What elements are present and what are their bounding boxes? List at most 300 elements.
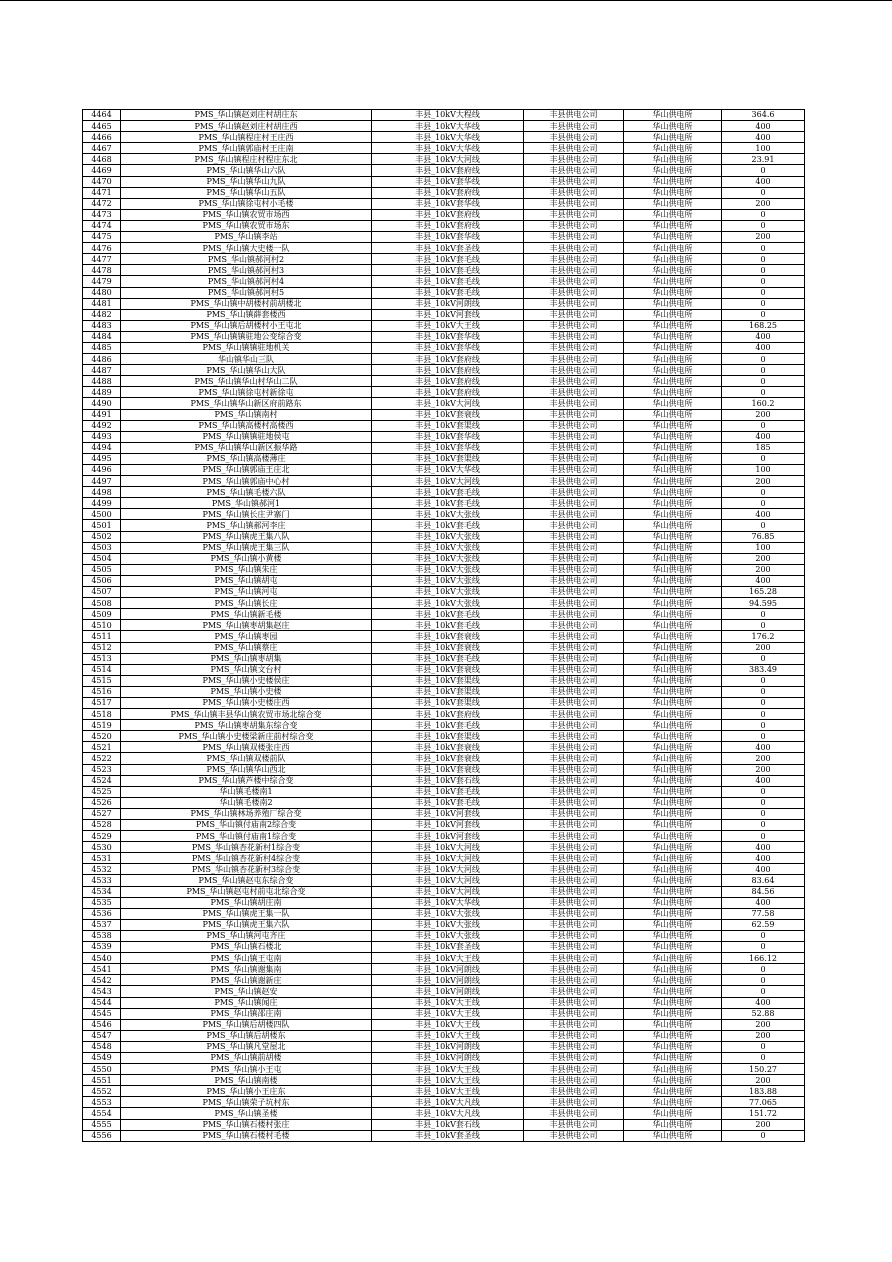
office-cell: 华山供电所 bbox=[624, 1041, 722, 1052]
station-name-cell: PMS_华山镇薛套楼西 bbox=[121, 309, 372, 320]
company-cell: 丰县供电公司 bbox=[524, 1075, 624, 1086]
station-name-cell: PMS_华山镇高楼村高楼西 bbox=[121, 420, 372, 431]
company-cell: 丰县供电公司 bbox=[524, 964, 624, 975]
capacity-cell: 0 bbox=[722, 975, 805, 986]
office-cell: 华山供电所 bbox=[624, 498, 722, 509]
station-name-cell: PMS_华山镇河屯齐庄 bbox=[121, 930, 372, 941]
line-name-cell: 丰县_10kV大华线 bbox=[372, 143, 524, 154]
row-number-cell: 4484 bbox=[83, 331, 121, 342]
table-row bbox=[83, 154, 805, 165]
company-cell: 丰县供电公司 bbox=[524, 742, 624, 753]
station-name-cell: PMS_华山镇华山大队 bbox=[121, 365, 372, 376]
line-name-cell: 丰县_10kV大华线 bbox=[372, 897, 524, 908]
office-cell: 华山供电所 bbox=[624, 176, 722, 187]
capacity-cell: 200 bbox=[722, 564, 805, 575]
row-number-cell: 4471 bbox=[83, 187, 121, 198]
row-number-cell: 4485 bbox=[83, 342, 121, 353]
table-row bbox=[83, 1008, 805, 1019]
station-name-cell: PMS_华山镇农贸市场西 bbox=[121, 209, 372, 220]
office-cell: 华山供电所 bbox=[624, 731, 722, 742]
capacity-cell: 200 bbox=[722, 1075, 805, 1086]
row-number-cell: 4514 bbox=[83, 664, 121, 675]
row-number-cell: 4542 bbox=[83, 975, 121, 986]
line-name-cell: 丰县_10kV套华线 bbox=[372, 232, 524, 243]
line-name-cell: 丰县_10kV大张线 bbox=[372, 930, 524, 941]
row-number-cell: 4496 bbox=[83, 465, 121, 476]
office-cell: 华山供电所 bbox=[624, 897, 722, 908]
table-row bbox=[83, 853, 805, 864]
table-row bbox=[83, 209, 805, 220]
table-row bbox=[83, 165, 805, 176]
capacity-cell: 0 bbox=[722, 309, 805, 320]
station-name-cell: PMS_华山镇华山九队 bbox=[121, 176, 372, 187]
line-name-cell: 丰县_10kV套毛线 bbox=[372, 487, 524, 498]
line-name-cell: 丰县_10kV大张线 bbox=[372, 531, 524, 542]
capacity-cell: 0 bbox=[722, 986, 805, 997]
table-row bbox=[83, 176, 805, 187]
company-cell: 丰县供电公司 bbox=[524, 553, 624, 564]
company-cell: 丰县供电公司 bbox=[524, 587, 624, 598]
capacity-cell: 183.88 bbox=[722, 1086, 805, 1097]
line-name-cell: 丰县_10kV大张线 bbox=[372, 542, 524, 553]
capacity-cell: 200 bbox=[722, 1030, 805, 1041]
station-name-cell: PMS_华山镇芦楼中综合变 bbox=[121, 775, 372, 786]
office-cell: 华山供电所 bbox=[624, 775, 722, 786]
station-name-cell: PMS_华山镇石楼北 bbox=[121, 942, 372, 953]
capacity-cell: 200 bbox=[722, 553, 805, 564]
table-row bbox=[83, 942, 805, 953]
row-number-cell: 4487 bbox=[83, 365, 121, 376]
row-number-cell: 4504 bbox=[83, 553, 121, 564]
office-cell: 华山供电所 bbox=[624, 220, 722, 231]
table-row bbox=[83, 953, 805, 964]
company-cell: 丰县供电公司 bbox=[524, 1119, 624, 1130]
office-cell: 华山供电所 bbox=[624, 309, 722, 320]
table-row bbox=[83, 631, 805, 642]
table-row bbox=[83, 642, 805, 653]
office-cell: 华山供电所 bbox=[624, 919, 722, 930]
row-number-cell: 4508 bbox=[83, 598, 121, 609]
station-name-cell: PMS_华山镇双楼前队 bbox=[121, 753, 372, 764]
office-cell: 华山供电所 bbox=[624, 997, 722, 1008]
row-number-cell: 4464 bbox=[83, 110, 121, 121]
station-name-cell: PMS_华山镇南楼 bbox=[121, 1075, 372, 1086]
company-cell: 丰县供电公司 bbox=[524, 365, 624, 376]
capacity-cell: 100 bbox=[722, 143, 805, 154]
capacity-cell: 77.58 bbox=[722, 908, 805, 919]
office-cell: 华山供电所 bbox=[624, 709, 722, 720]
office-cell: 华山供电所 bbox=[624, 686, 722, 697]
line-name-cell: 丰县_10kV大王线 bbox=[372, 320, 524, 331]
row-number-cell: 4513 bbox=[83, 653, 121, 664]
table-row bbox=[83, 354, 805, 365]
row-number-cell: 4516 bbox=[83, 686, 121, 697]
line-name-cell: 丰县_10kV大张线 bbox=[372, 908, 524, 919]
office-cell: 华山供电所 bbox=[624, 553, 722, 564]
row-number-cell: 4493 bbox=[83, 431, 121, 442]
station-name-cell: PMS_华山镇华山五队 bbox=[121, 187, 372, 198]
station-name-cell: PMS_华山镇蔡庄 bbox=[121, 642, 372, 653]
office-cell: 华山供电所 bbox=[624, 1086, 722, 1097]
station-name-cell: PMS_华山镇后胡楼东 bbox=[121, 1030, 372, 1041]
company-cell: 丰县供电公司 bbox=[524, 198, 624, 209]
office-cell: 华山供电所 bbox=[624, 598, 722, 609]
row-number-cell: 4556 bbox=[83, 1130, 121, 1141]
company-cell: 丰县供电公司 bbox=[524, 919, 624, 930]
company-cell: 丰县供电公司 bbox=[524, 176, 624, 187]
row-number-cell: 4535 bbox=[83, 897, 121, 908]
station-name-cell: 华山镇华山三队 bbox=[121, 354, 372, 365]
station-name-cell: PMS_华山镇华山西北 bbox=[121, 764, 372, 775]
row-number-cell: 4524 bbox=[83, 775, 121, 786]
capacity-cell: 83.64 bbox=[722, 875, 805, 886]
station-name-cell: PMS_华山镇枣胡集赵庄 bbox=[121, 620, 372, 631]
company-cell: 丰县供电公司 bbox=[524, 953, 624, 964]
office-cell: 华山供电所 bbox=[624, 265, 722, 276]
office-cell: 华山供电所 bbox=[624, 908, 722, 919]
station-name-cell: PMS_华山镇石楼村毛楼 bbox=[121, 1130, 372, 1141]
capacity-cell: 94.595 bbox=[722, 598, 805, 609]
station-name-cell: PMS_华山镇郝河1 bbox=[121, 498, 372, 509]
office-cell: 华山供电所 bbox=[624, 232, 722, 243]
line-name-cell: 丰县_10kV套毛线 bbox=[372, 276, 524, 287]
row-number-cell: 4491 bbox=[83, 409, 121, 420]
company-cell: 丰县供电公司 bbox=[524, 1086, 624, 1097]
company-cell: 丰县供电公司 bbox=[524, 797, 624, 808]
row-number-cell: 4499 bbox=[83, 498, 121, 509]
capacity-cell: 400 bbox=[722, 897, 805, 908]
office-cell: 华山供电所 bbox=[624, 187, 722, 198]
station-name-cell: PMS_华山镇石楼村张庄 bbox=[121, 1119, 372, 1130]
capacity-cell: 200 bbox=[722, 476, 805, 487]
company-cell: 丰县供电公司 bbox=[524, 110, 624, 121]
row-number-cell: 4509 bbox=[83, 609, 121, 620]
station-name-cell: PMS_华山镇毛楼六队 bbox=[121, 487, 372, 498]
line-name-cell: 丰县_10kV大凡线 bbox=[372, 1108, 524, 1119]
capacity-cell: 0 bbox=[722, 930, 805, 941]
row-number-cell: 4540 bbox=[83, 953, 121, 964]
capacity-cell: 0 bbox=[722, 265, 805, 276]
capacity-cell: 200 bbox=[722, 409, 805, 420]
line-name-cell: 丰县_10kV套府线 bbox=[372, 387, 524, 398]
capacity-cell: 400 bbox=[722, 331, 805, 342]
table-row bbox=[83, 1130, 805, 1141]
capacity-cell: 400 bbox=[722, 864, 805, 875]
office-cell: 华山供电所 bbox=[624, 1130, 722, 1141]
line-name-cell: 丰县_10kV套府线 bbox=[372, 187, 524, 198]
capacity-cell: 200 bbox=[722, 764, 805, 775]
station-name-cell: PMS_华山镇虎王集一队 bbox=[121, 908, 372, 919]
station-name-cell: PMS_华山镇小黄楼 bbox=[121, 553, 372, 564]
row-number-cell: 4506 bbox=[83, 575, 121, 586]
company-cell: 丰县供电公司 bbox=[524, 753, 624, 764]
line-name-cell: 丰县_10kV大张线 bbox=[372, 509, 524, 520]
row-number-cell: 4501 bbox=[83, 520, 121, 531]
company-cell: 丰县供电公司 bbox=[524, 476, 624, 487]
line-name-cell: 丰县_10kV套毛线 bbox=[372, 653, 524, 664]
station-name-cell: PMS_华山镇郭庙村王庄南 bbox=[121, 143, 372, 154]
office-cell: 华山供电所 bbox=[624, 531, 722, 542]
table-row bbox=[83, 398, 805, 409]
company-cell: 丰县供电公司 bbox=[524, 298, 624, 309]
table-row bbox=[83, 342, 805, 353]
line-name-cell: 丰县_10kV大张线 bbox=[372, 587, 524, 598]
station-name-cell: PMS_华山镇南村 bbox=[121, 409, 372, 420]
capacity-cell: 0 bbox=[722, 653, 805, 664]
office-cell: 华山供电所 bbox=[624, 431, 722, 442]
station-name-cell: PMS_华山镇郝河李庄 bbox=[121, 520, 372, 531]
row-number-cell: 4533 bbox=[83, 875, 121, 886]
station-name-cell: PMS_华山镇虎王集八队 bbox=[121, 531, 372, 542]
station-name-cell: PMS_华山镇赵屯东综合变 bbox=[121, 875, 372, 886]
company-cell: 丰县供电公司 bbox=[524, 520, 624, 531]
station-name-cell: PMS_华山镇河屯 bbox=[121, 587, 372, 598]
line-name-cell: 丰县_10kV套府线 bbox=[372, 220, 524, 231]
office-cell: 华山供电所 bbox=[624, 398, 722, 409]
capacity-cell: 0 bbox=[722, 165, 805, 176]
office-cell: 华山供电所 bbox=[624, 254, 722, 265]
table-row bbox=[83, 875, 805, 886]
company-cell: 丰县供电公司 bbox=[524, 631, 624, 642]
station-name-cell: PMS_华山镇镇驻地公变综合变 bbox=[121, 331, 372, 342]
office-cell: 华山供电所 bbox=[624, 886, 722, 897]
table-row bbox=[83, 198, 805, 209]
table-row bbox=[83, 531, 805, 542]
office-cell: 华山供电所 bbox=[624, 520, 722, 531]
table-row bbox=[83, 1086, 805, 1097]
row-number-cell: 4552 bbox=[83, 1086, 121, 1097]
office-cell: 华山供电所 bbox=[624, 986, 722, 997]
capacity-cell: 400 bbox=[722, 853, 805, 864]
row-number-cell: 4478 bbox=[83, 265, 121, 276]
station-name-cell: PMS_华山镇中胡楼村前胡楼北 bbox=[121, 298, 372, 309]
office-cell: 华山供电所 bbox=[624, 198, 722, 209]
office-cell: 华山供电所 bbox=[624, 942, 722, 953]
table-row bbox=[83, 664, 805, 675]
office-cell: 华山供电所 bbox=[624, 420, 722, 431]
line-name-cell: 丰县_10kV大凡线 bbox=[372, 1097, 524, 1108]
row-number-cell: 4554 bbox=[83, 1108, 121, 1119]
row-number-cell: 4517 bbox=[83, 697, 121, 708]
line-name-cell: 丰县_10kV大河线 bbox=[372, 875, 524, 886]
company-cell: 丰县供电公司 bbox=[524, 930, 624, 941]
company-cell: 丰县供电公司 bbox=[524, 709, 624, 720]
table-row bbox=[83, 431, 805, 442]
office-cell: 华山供电所 bbox=[624, 121, 722, 132]
company-cell: 丰县供电公司 bbox=[524, 420, 624, 431]
capacity-cell: 200 bbox=[722, 1119, 805, 1130]
table-row bbox=[83, 598, 805, 609]
row-number-cell: 4483 bbox=[83, 320, 121, 331]
office-cell: 华山供电所 bbox=[624, 320, 722, 331]
company-cell: 丰县供电公司 bbox=[524, 409, 624, 420]
office-cell: 华山供电所 bbox=[624, 764, 722, 775]
row-number-cell: 4541 bbox=[83, 964, 121, 975]
capacity-cell: 77.065 bbox=[722, 1097, 805, 1108]
table-row bbox=[83, 1030, 805, 1041]
company-cell: 丰县供电公司 bbox=[524, 609, 624, 620]
line-name-cell: 丰县_10kV河朗线 bbox=[372, 298, 524, 309]
capacity-cell: 150.27 bbox=[722, 1064, 805, 1075]
station-name-cell: PMS_华山镇程庄村王庄西 bbox=[121, 132, 372, 143]
company-cell: 丰县供电公司 bbox=[524, 886, 624, 897]
line-name-cell: 丰县_10kV大王线 bbox=[372, 1019, 524, 1030]
capacity-cell: 0 bbox=[722, 720, 805, 731]
office-cell: 华山供电所 bbox=[624, 1030, 722, 1041]
capacity-cell: 0 bbox=[722, 709, 805, 720]
office-cell: 华山供电所 bbox=[624, 409, 722, 420]
capacity-cell: 400 bbox=[722, 997, 805, 1008]
station-name-cell: 华山镇毛楼南1 bbox=[121, 786, 372, 797]
office-cell: 华山供电所 bbox=[624, 930, 722, 941]
capacity-cell: 0 bbox=[722, 254, 805, 265]
line-name-cell: 丰县_10kV河套线 bbox=[372, 820, 524, 831]
row-number-cell: 4494 bbox=[83, 442, 121, 453]
capacity-cell: 0 bbox=[722, 731, 805, 742]
table-row bbox=[83, 864, 805, 875]
company-cell: 丰县供电公司 bbox=[524, 265, 624, 276]
row-number-cell: 4546 bbox=[83, 1019, 121, 1030]
capacity-cell: 0 bbox=[722, 298, 805, 309]
line-name-cell: 丰县_10kV大王线 bbox=[372, 1075, 524, 1086]
company-cell: 丰县供电公司 bbox=[524, 243, 624, 254]
office-cell: 华山供电所 bbox=[624, 465, 722, 476]
company-cell: 丰县供电公司 bbox=[524, 465, 624, 476]
office-cell: 华山供电所 bbox=[624, 697, 722, 708]
table-row bbox=[83, 886, 805, 897]
line-name-cell: 丰县_10kV套毛线 bbox=[372, 498, 524, 509]
office-cell: 华山供电所 bbox=[624, 1075, 722, 1086]
table-row bbox=[83, 564, 805, 575]
company-cell: 丰县供电公司 bbox=[524, 697, 624, 708]
line-name-cell: 丰县_10kV大王线 bbox=[372, 1030, 524, 1041]
station-name-cell: PMS_华山镇杏花新村1综合变 bbox=[121, 842, 372, 853]
table-row bbox=[83, 376, 805, 387]
company-cell: 丰县供电公司 bbox=[524, 187, 624, 198]
table-row bbox=[83, 1052, 805, 1063]
capacity-cell: 400 bbox=[722, 132, 805, 143]
table-row bbox=[83, 930, 805, 941]
line-name-cell: 丰县_10kV大河线 bbox=[372, 476, 524, 487]
table-row bbox=[83, 653, 805, 664]
table-row bbox=[83, 1064, 805, 1075]
company-cell: 丰县供电公司 bbox=[524, 431, 624, 442]
station-name-cell: PMS_华山镇胡屯 bbox=[121, 575, 372, 586]
station-name-cell: PMS_华山镇谢新庄 bbox=[121, 975, 372, 986]
company-cell: 丰县供电公司 bbox=[524, 309, 624, 320]
line-name-cell: 丰县_10kV大河线 bbox=[372, 154, 524, 165]
company-cell: 丰县供电公司 bbox=[524, 276, 624, 287]
table-row bbox=[83, 1019, 805, 1030]
company-cell: 丰县供电公司 bbox=[524, 897, 624, 908]
capacity-cell: 400 bbox=[722, 431, 805, 442]
table-row bbox=[83, 742, 805, 753]
line-name-cell: 丰县_10kV大河线 bbox=[372, 864, 524, 875]
row-number-cell: 4551 bbox=[83, 1075, 121, 1086]
office-cell: 华山供电所 bbox=[624, 331, 722, 342]
line-name-cell: 丰县_10kV大张线 bbox=[372, 564, 524, 575]
office-cell: 华山供电所 bbox=[624, 642, 722, 653]
line-name-cell: 丰县_10kV河套线 bbox=[372, 831, 524, 842]
company-cell: 丰县供电公司 bbox=[524, 209, 624, 220]
row-number-cell: 4477 bbox=[83, 254, 121, 265]
row-number-cell: 4482 bbox=[83, 309, 121, 320]
table-row bbox=[83, 465, 805, 476]
office-cell: 华山供电所 bbox=[624, 487, 722, 498]
company-cell: 丰县供电公司 bbox=[524, 1064, 624, 1075]
capacity-cell: 0 bbox=[722, 365, 805, 376]
company-cell: 丰县供电公司 bbox=[524, 842, 624, 853]
capacity-cell: 84.56 bbox=[722, 886, 805, 897]
table-row bbox=[83, 575, 805, 586]
company-cell: 丰县供电公司 bbox=[524, 1052, 624, 1063]
office-cell: 华山供电所 bbox=[624, 387, 722, 398]
line-name-cell: 丰县_10kV大华线 bbox=[372, 465, 524, 476]
row-number-cell: 4545 bbox=[83, 1008, 121, 1019]
line-name-cell: 丰县_10kV套毛线 bbox=[372, 520, 524, 531]
table-row bbox=[83, 420, 805, 431]
capacity-cell: 400 bbox=[722, 509, 805, 520]
row-number-cell: 4523 bbox=[83, 764, 121, 775]
station-name-cell: PMS_华山镇枣胡集东综合变 bbox=[121, 720, 372, 731]
line-name-cell: 丰县_10kV大河线 bbox=[372, 853, 524, 864]
office-cell: 华山供电所 bbox=[624, 442, 722, 453]
line-name-cell: 丰县_10kV大河线 bbox=[372, 398, 524, 409]
station-name-cell: PMS_华山镇赵刘庄村胡庄西 bbox=[121, 121, 372, 132]
line-name-cell: 丰县_10kV河套线 bbox=[372, 309, 524, 320]
line-name-cell: 丰县_10kV套府线 bbox=[372, 709, 524, 720]
table-row bbox=[83, 453, 805, 464]
table-row bbox=[83, 697, 805, 708]
capacity-cell: 200 bbox=[722, 753, 805, 764]
line-name-cell: 丰县_10kV大张线 bbox=[372, 919, 524, 930]
row-number-cell: 4467 bbox=[83, 143, 121, 154]
company-cell: 丰县供电公司 bbox=[524, 653, 624, 664]
company-cell: 丰县供电公司 bbox=[524, 1030, 624, 1041]
company-cell: 丰县供电公司 bbox=[524, 354, 624, 365]
capacity-cell: 0 bbox=[722, 1052, 805, 1063]
line-name-cell: 丰县_10kV套华线 bbox=[372, 442, 524, 453]
station-name-cell: PMS_华山镇程庄村程庄东北 bbox=[121, 154, 372, 165]
capacity-cell: 0 bbox=[722, 820, 805, 831]
capacity-cell: 400 bbox=[722, 842, 805, 853]
station-name-cell: PMS_华山镇赵刘庄村胡庄东 bbox=[121, 110, 372, 121]
capacity-cell: 0 bbox=[722, 354, 805, 365]
office-cell: 华山供电所 bbox=[624, 1008, 722, 1019]
office-cell: 华山供电所 bbox=[624, 964, 722, 975]
capacity-cell: 400 bbox=[722, 121, 805, 132]
company-cell: 丰县供电公司 bbox=[524, 232, 624, 243]
table-row bbox=[83, 675, 805, 686]
table-row bbox=[83, 919, 805, 930]
company-cell: 丰县供电公司 bbox=[524, 675, 624, 686]
line-name-cell: 丰县_10kV套毛线 bbox=[372, 287, 524, 298]
row-number-cell: 4519 bbox=[83, 720, 121, 731]
row-number-cell: 4497 bbox=[83, 476, 121, 487]
line-name-cell: 丰县_10kV套华线 bbox=[372, 198, 524, 209]
company-cell: 丰县供电公司 bbox=[524, 143, 624, 154]
row-number-cell: 4488 bbox=[83, 376, 121, 387]
row-number-cell: 4525 bbox=[83, 786, 121, 797]
table-row bbox=[83, 842, 805, 853]
capacity-cell: 0 bbox=[722, 276, 805, 287]
company-cell: 丰县供电公司 bbox=[524, 220, 624, 231]
line-name-cell: 丰县_10kV套渠线 bbox=[372, 731, 524, 742]
station-name-cell: PMS_华山镇荣子坑村东 bbox=[121, 1097, 372, 1108]
office-cell: 华山供电所 bbox=[624, 820, 722, 831]
station-name-cell: PMS_华山镇赵屯村前屯北综合变 bbox=[121, 886, 372, 897]
capacity-cell: 0 bbox=[722, 420, 805, 431]
